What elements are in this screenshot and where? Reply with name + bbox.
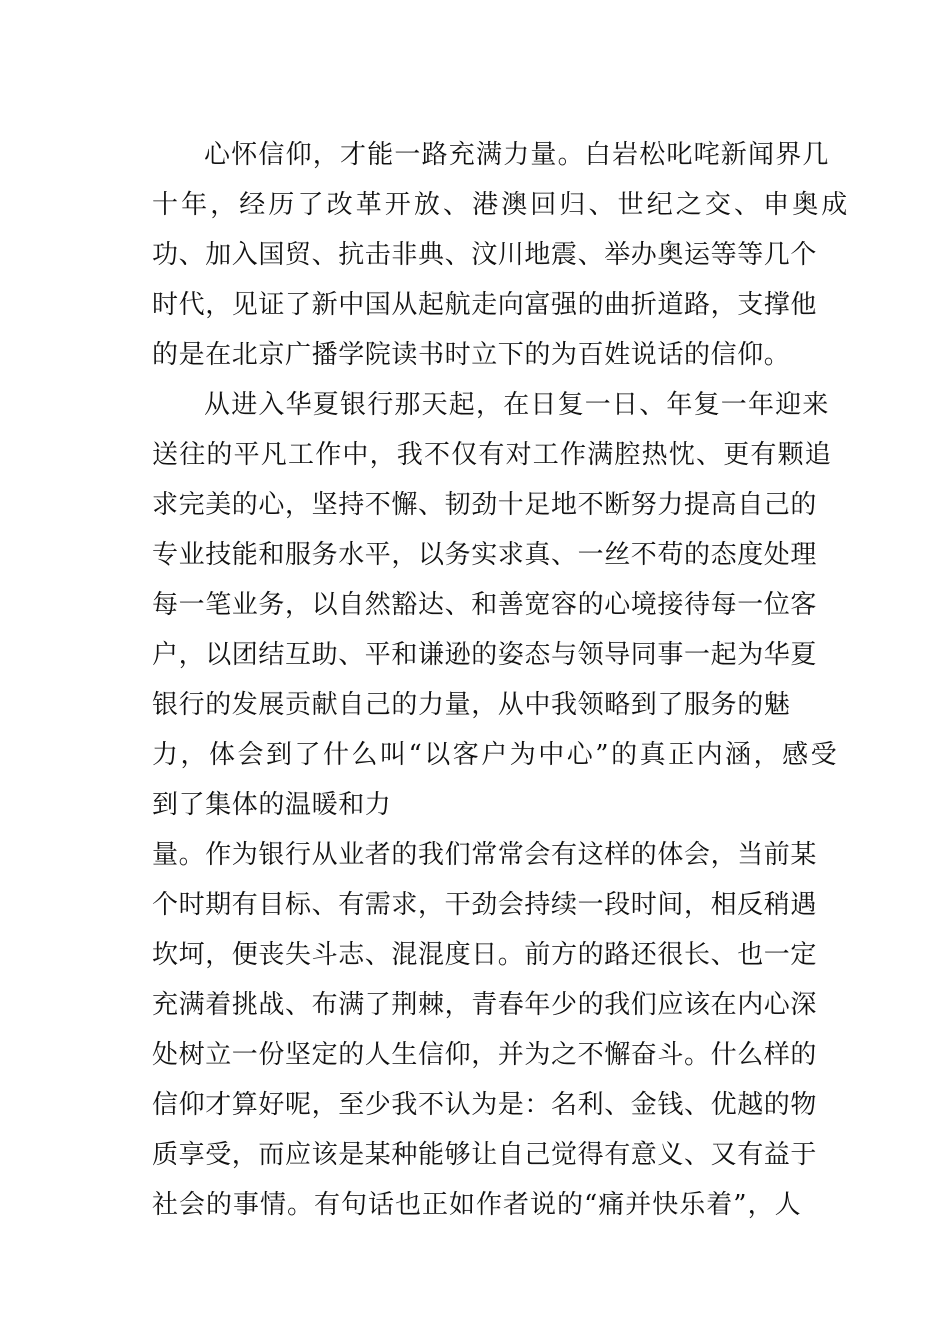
paragraph-3-line-5: 处树立一份坚定的人生信仰，并为之不懈奋斗。什么样的 bbox=[152, 1040, 818, 1070]
paragraph-3-line-8: 社会的事情。有句话也正如作者说的“痛并快乐着”，人 bbox=[152, 1190, 802, 1220]
paragraph-1-line-3: 功、加入国贸、抗击非典、汶川地震、举办奥运等等几个 bbox=[152, 240, 818, 270]
paragraph-2-line-1: 从进入华夏银行那天起，在日复一日、年复一年迎来 bbox=[204, 390, 830, 420]
paragraph-2-line-4: 专业技能和服务水平，以务实求真、一丝不苟的态度处理 bbox=[152, 540, 818, 570]
paragraph-2-line-5: 每一笔业务，以自然豁达、和善宽容的心境接待每一位客 bbox=[152, 590, 818, 620]
paragraph-2-line-7: 银行的发展贡献自己的力量，从中我领略到了服务的魅 bbox=[152, 690, 791, 720]
document-body bbox=[152, 130, 851, 1230]
paragraph-2-line-3: 求完美的心，坚持不懈、韧劲十足地不断努力提高自己的 bbox=[152, 490, 818, 520]
paragraph-3-line-2: 个时期有目标、有需求，干劲会持续一段时间，相反稍遇 bbox=[152, 890, 818, 920]
paragraph-3-line-4: 充满着挑战、布满了荆棘，青春年少的我们应该在内心深 bbox=[152, 990, 818, 1020]
paragraph-2-line-8: 力，体会到了什么叫“以客户为中心”的真正内涵，感受 bbox=[152, 740, 840, 770]
paragraph-2-line-9: 到了集体的温暖和力 bbox=[152, 790, 392, 820]
paragraph-2-line-2: 送往的平凡工作中，我不仅有对工作满腔热忱、更有颗追 bbox=[152, 440, 833, 470]
paragraph-2-line-6: 户，以团结互助、平和谦逊的姿态与领导同事一起为华夏 bbox=[152, 640, 818, 670]
paragraph-3-line-3: 坎坷，便丧失斗志、混混度日。前方的路还很长、也一定 bbox=[152, 940, 818, 970]
paragraph-3-line-7: 质享受，而应该是某种能够让自己觉得有意义、又有益于 bbox=[152, 1140, 818, 1170]
paragraph-1-line-5: 的是在北京广播学院读书时立下的为百姓说话的信仰。 bbox=[152, 340, 791, 370]
paragraph-3-line-1: 量。作为银行从业者的我们常常会有这样的体会，当前某 bbox=[152, 840, 818, 870]
paragraph-1-line-1: 心怀信仰，才能一路充满力量。白岩松叱咤新闻界几 bbox=[204, 140, 830, 170]
paragraph-1-line-2: 十年，经历了改革开放、港澳回归、世纪之交、申奥成 bbox=[152, 190, 851, 220]
paragraph-1-line-4: 时代，见证了新中国从起航走向富强的曲折道路，支撑他 bbox=[152, 290, 818, 320]
paragraph-3-line-6: 信仰才算好呢，至少我不认为是：名利、金钱、优越的物 bbox=[152, 1090, 818, 1120]
